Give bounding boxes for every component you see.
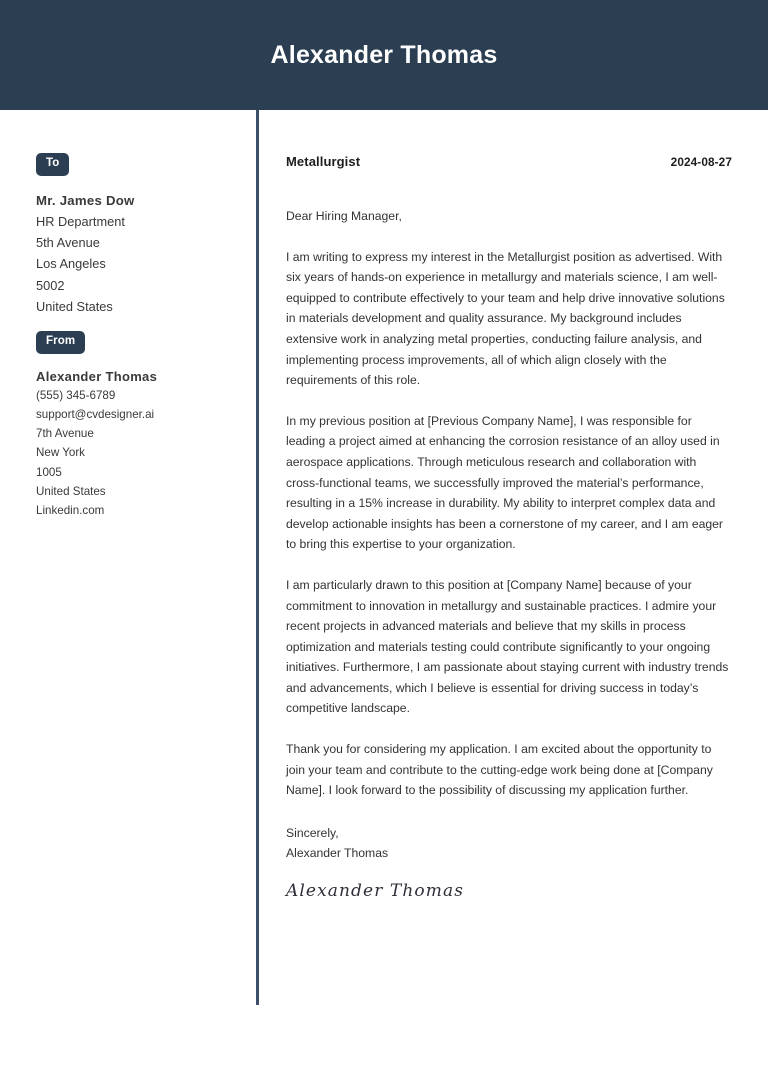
sender-block [36, 331, 157, 520]
sender-address-list [36, 367, 157, 521]
closing-salutation: Sincerely, [286, 825, 339, 840]
sender-name: Alexander Thomas [36, 368, 158, 384]
sender-country: United States [36, 484, 106, 498]
closing-name: Alexander Thomas [286, 846, 389, 861]
vertical-divider [256, 110, 259, 1005]
page-title: Alexander Thomas [270, 40, 498, 69]
recipient-department: HR Department [36, 213, 125, 229]
body-paragraph-1: I am writing to express my interest in the Metallurgist position as advertised. With six years of hands-on experience in metallurgy and materials science, I am well-equipped to contribute effectively to your team and help drive innovative solutions in materials development and quality assurance. My background includes extensive work in analyzing metal properties, conducting failure analysis, and implementing process improvements, all of which align closely with the requirements of this role. [286, 249, 725, 388]
recipient-country: United States [36, 298, 113, 314]
body-paragraph-2: In my previous position at [Previous Company Name], I was responsible for leading a project aimed at enhancing the corrosion resistance of an alloy used in aerospace applications. Through meticulous research and collaboration with cross-functional teams, we successfully improved the material’s performance, resulting in a 15% increase in durability. My ability to interpret complex data and develop actionable insights has been a cornerstone of my career, and I am eager to bring this expertise to your organization. [286, 413, 723, 552]
job-title: Metallurgist [286, 154, 361, 169]
letter-header-row [286, 154, 732, 169]
sender-city: New York [36, 446, 85, 460]
sender-email: support@cvdesigner.ai [36, 407, 155, 421]
closing-block [286, 823, 732, 864]
to-badge: To [36, 153, 69, 176]
sender-phone: (555) 345-6789 [36, 388, 116, 402]
recipient-name: Mr. James Dow [36, 192, 135, 208]
letter-date: 2024-08-27 [670, 155, 732, 169]
from-badge: From [36, 331, 85, 354]
recipient-city: Los Angeles [36, 256, 106, 272]
body-paragraph-3: I am particularly drawn to this position at [Company Name] because of your commitment to innovation in metallurgy and sustainable practices. I admire your recent projects in advanced materials and believe that my skills in process optimization and materials testing could contribute significantly to your ongoing initiatives. Furthermore, I am passionate about staying current with industry trends and advancements, which I believe is essential for driving success in today’s competitive landscape. [286, 577, 729, 716]
recipient-address-list [36, 190, 135, 318]
letter-body-area [0, 110, 768, 1078]
sender-postal-code: 1005 [36, 465, 62, 479]
header-banner [0, 0, 768, 110]
salutation: Dear Hiring Manager, [286, 209, 402, 223]
recipient-postal-code: 5002 [36, 277, 65, 293]
body-paragraph-4: Thank you for considering my application. I am excited about the opportunity to join your team and contribute to the cutting-edge work being done at [Company Name]. I look forward to the possibility of discussing my application further. [286, 742, 713, 798]
sender-linkedin: Linkedin.com [36, 503, 105, 517]
signature: Alexander Thomas [286, 881, 465, 902]
sender-street: 7th Avenue [36, 427, 94, 441]
recipient-block [36, 153, 135, 317]
letter-content [286, 110, 732, 901]
recipient-street: 5th Avenue [36, 235, 100, 251]
